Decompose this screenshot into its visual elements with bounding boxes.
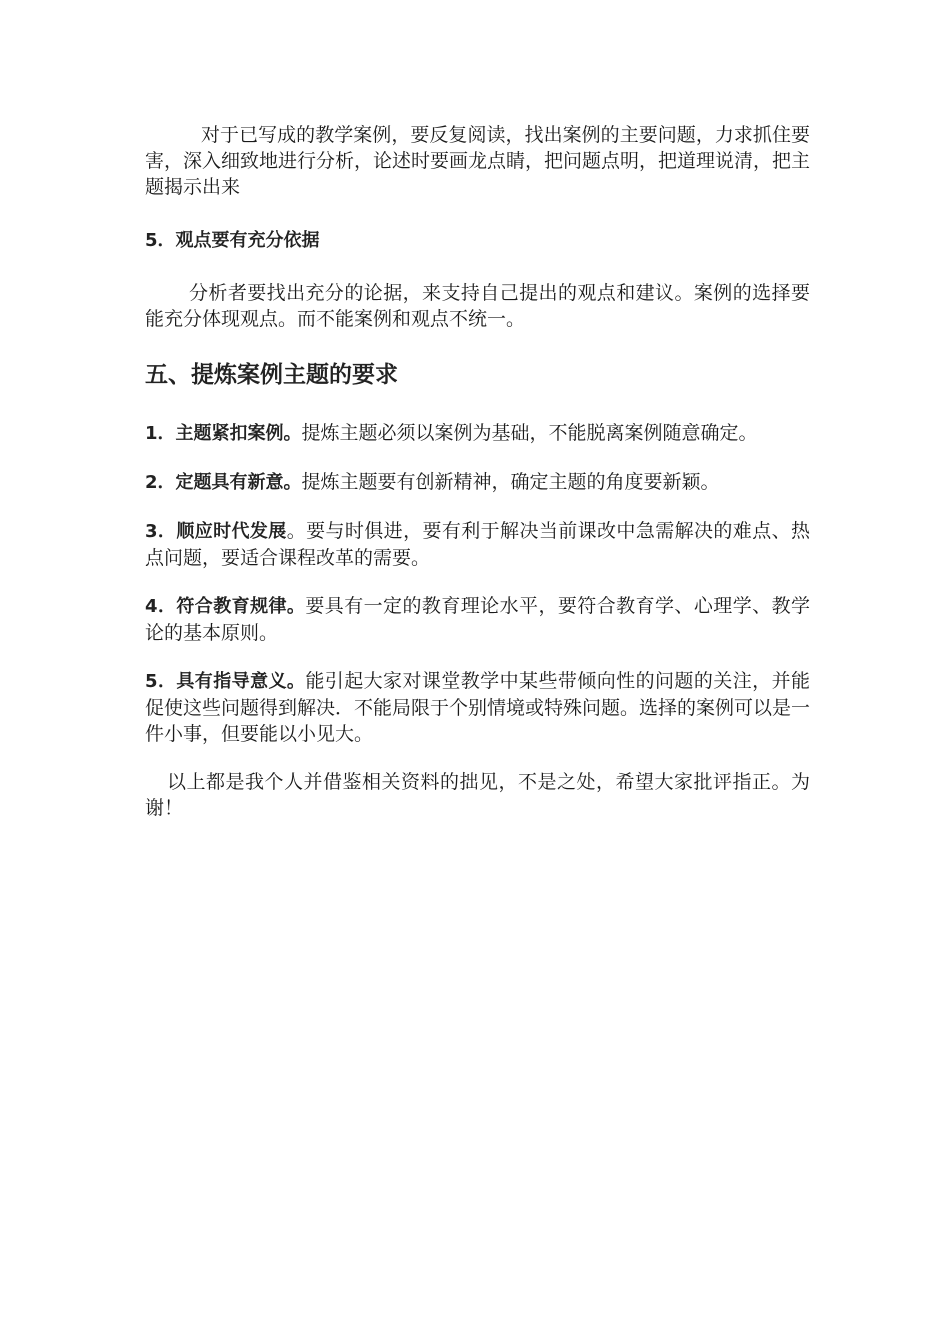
requirement-item — [145, 518, 810, 571]
closing-paragraph: 以上都是我个人并借鉴相关资料的拙见，不是之处，希望大家批评指正。为谢！ — [145, 771, 810, 819]
requirement-text: 提炼主题要有创新精神，确定主题的角度要新颖。 — [301, 471, 720, 493]
requirement-item — [145, 593, 810, 646]
requirement-text: 要具有一定的教育理论水平，要符合教育学、心理学、教学论的基本原则。 — [145, 595, 810, 644]
requirement-text: 提炼主题必须以案例为基础，不能脱离案例随意确定。 — [301, 422, 758, 444]
chapter-heading-theme-requirements: 五、提炼案例主题的要求 — [145, 362, 398, 388]
requirement-text: 能引起大家对课堂教学中某些带倾向性的问题的关注，并能促使这些问题得到解决．不能局限于个别情境或特殊问题。选择的案例可以是一件小事，但要能以小见大。 — [145, 670, 811, 745]
requirement-item — [145, 668, 810, 747]
document-page — [145, 122, 810, 821]
requirement-label: 2．定题具有新意。 — [145, 472, 302, 493]
requirement-item — [145, 469, 810, 496]
requirement-label: 4．符合教育规律。 — [145, 596, 306, 617]
section-heading-evidence: 5．观点要有充分依据 — [145, 230, 320, 251]
requirement-label: 5．具有指导意义。 — [145, 671, 306, 692]
analysis-paragraph: 对于已写成的教学案例，要反复阅读，找出案例的主要问题，力求抓住要害，深入细致地进行分析，论述时要画龙点睛，把问题点明，把道理说清，把主题揭示出来 — [145, 124, 811, 198]
requirement-text: 。要与时俱进，要有利于解决当前课改中急需解决的难点、热点问题，要适合课程改革的需要。 — [145, 520, 810, 569]
requirement-label: 1．主题紧扣案例。 — [145, 423, 302, 444]
requirement-item — [145, 420, 810, 447]
requirement-label: 3．顺应时代发展 — [145, 521, 287, 542]
evidence-paragraph: 分析者要找出充分的论据，来支持自己提出的观点和建议。案例的选择要能充分体现观点。而不能案例和观点不统一。 — [145, 282, 810, 330]
